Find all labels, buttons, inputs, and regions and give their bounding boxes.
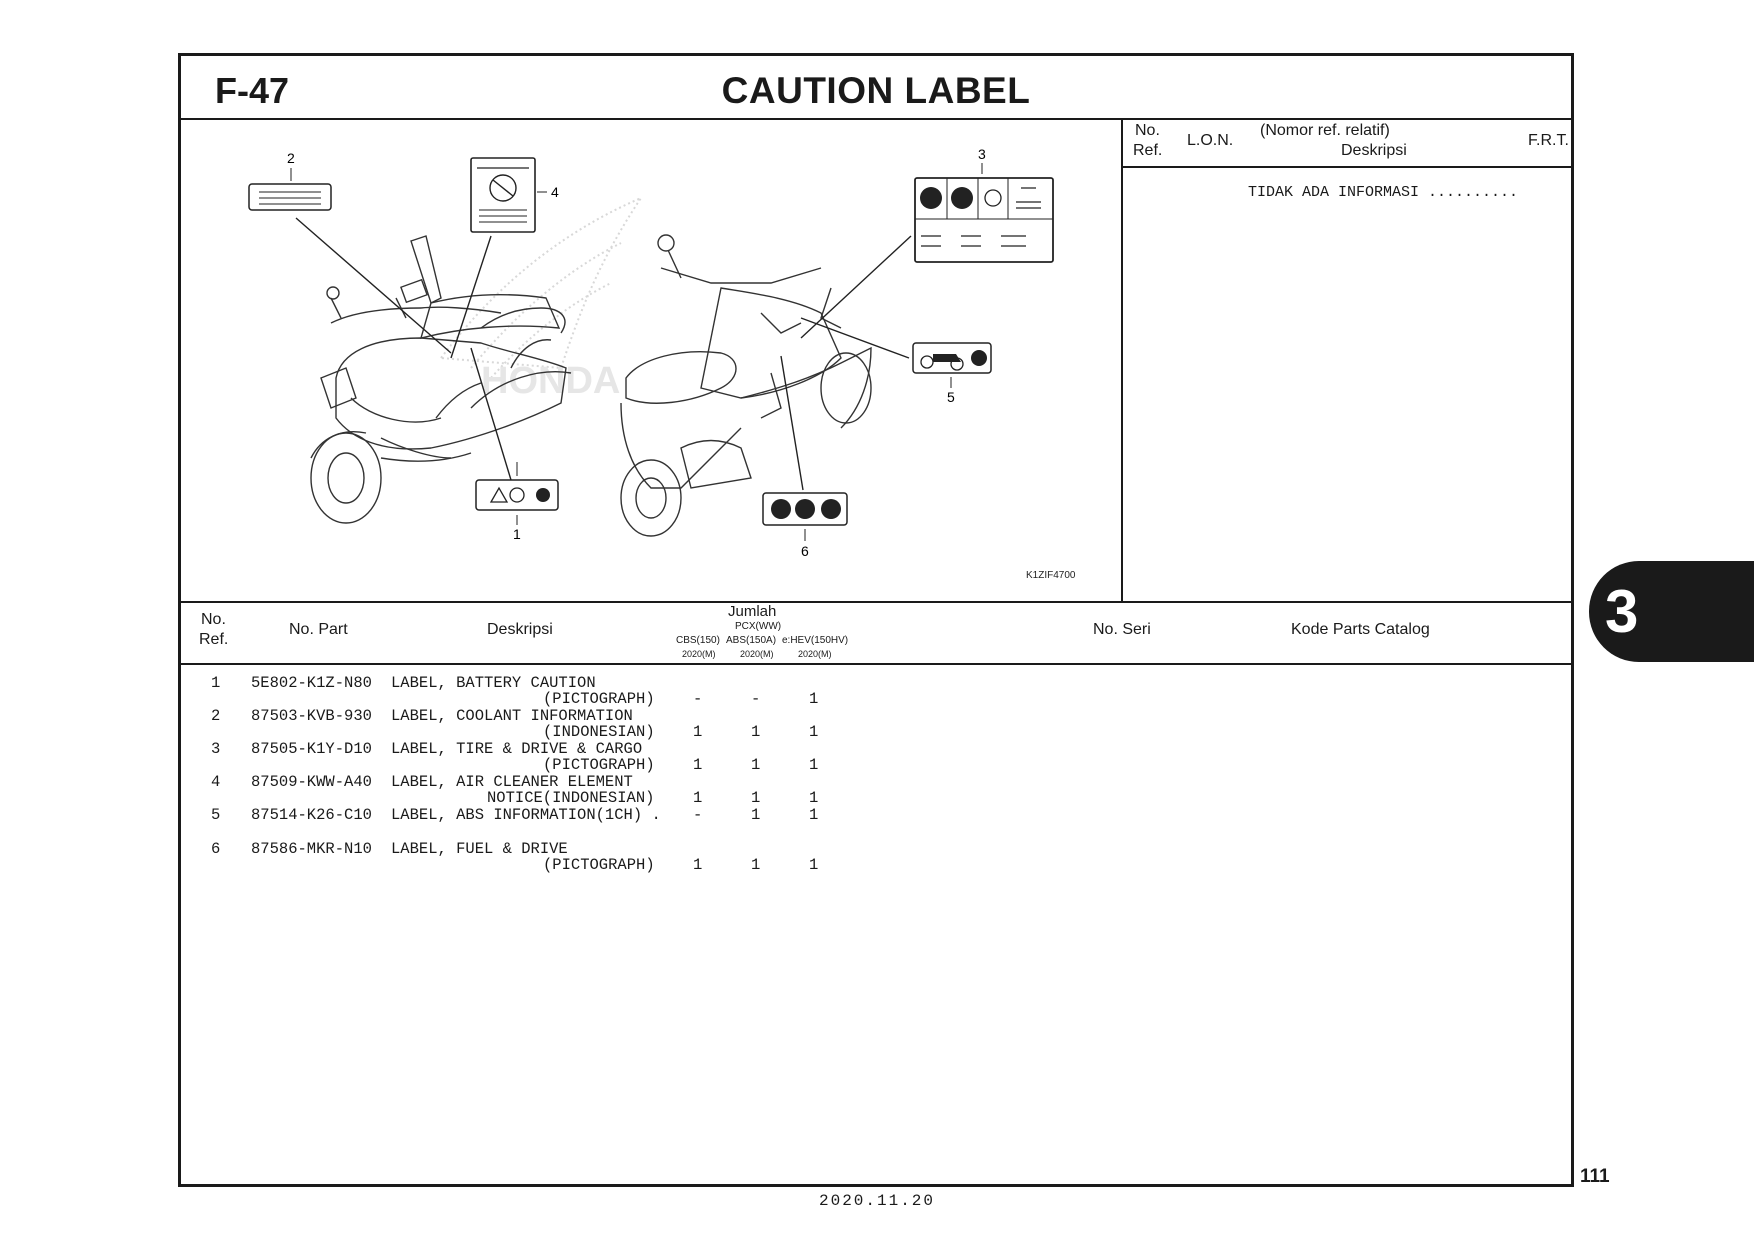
row-qty-hev: 1 (809, 856, 819, 874)
row-qty-cbs: 1 (693, 723, 703, 741)
row-description-note: (PICTOGRAPH) (543, 690, 655, 708)
header-variant-hev: e:HEV(150HV) (782, 635, 849, 646)
row-description-note: (PICTOGRAPH) (543, 856, 655, 874)
scooter-diagram (181, 118, 1119, 599)
row-qty-abs: 1 (751, 856, 761, 874)
callout-number-6: 6 (801, 543, 809, 559)
header-no: No. (201, 611, 226, 628)
callout-number-1: 1 (513, 526, 521, 542)
row-qty-cbs: 1 (693, 789, 703, 807)
row-qty-hev: 1 (809, 789, 819, 807)
honda-watermark-text: HONDA (481, 360, 621, 402)
row-description-note: (INDONESIAN) (543, 723, 655, 741)
callout-number-4: 4 (551, 184, 559, 200)
header-ref: Ref. (199, 631, 229, 648)
header-kode-parts-catalog: Kode Parts Catalog (1291, 621, 1430, 638)
row-qty-abs: - (751, 690, 761, 708)
section-tab: 3 (1589, 561, 1754, 662)
label-callout-2 (249, 150, 451, 353)
row-qty-cbs: - (693, 690, 703, 708)
catalog-page-frame (178, 53, 1574, 1187)
callout-number-3: 3 (978, 146, 986, 162)
row-qty-hev: 1 (809, 690, 819, 708)
row-description: LABEL, TIRE & DRIVE & CARGO (391, 740, 643, 758)
header-variant-abs: ABS(150A) (726, 635, 777, 646)
row-part-number: 87509-KWW-A40 (251, 773, 372, 791)
parts-table-header (181, 601, 1571, 665)
info-col-desc-note: (Nomor ref. relatif) (1260, 122, 1390, 139)
publication-date: 2020.11.20 (818, 1192, 935, 1210)
row-ref: 3 (211, 740, 221, 758)
table-row (181, 707, 1571, 741)
row-qty-abs: 1 (751, 723, 761, 741)
no-information-note: TIDAK ADA INFORMASI .......... (1248, 184, 1519, 201)
page-number: 111 (1580, 1166, 1610, 1187)
row-ref: 5 (211, 806, 221, 824)
table-row (181, 740, 1571, 774)
header-no-part: No. Part (289, 621, 348, 638)
row-description: LABEL, ABS INFORMATION(1CH) . (391, 806, 661, 824)
header-model: PCX(WW) (735, 621, 782, 632)
row-ref: 4 (211, 773, 221, 791)
row-ref: 2 (211, 707, 221, 725)
info-col-desc: Deskripsi (1341, 142, 1407, 159)
table-row (181, 773, 1571, 807)
row-part-number: 87586-MKR-N10 (251, 840, 372, 858)
row-qty-cbs: 1 (693, 856, 703, 874)
table-row (181, 674, 1571, 708)
row-qty-abs: 1 (751, 806, 761, 824)
row-qty-abs: 1 (751, 756, 761, 774)
row-part-number: 87505-K1Y-D10 (251, 740, 372, 758)
illustration-code: K1ZIF4700 (1026, 570, 1076, 581)
header-year-hev: 2020(M) (798, 649, 832, 659)
page-code: F-47 (215, 70, 290, 111)
header-year-abs: 2020(M) (740, 649, 774, 659)
row-ref: 6 (211, 840, 221, 858)
header-variant-cbs: CBS(150) (676, 635, 720, 646)
scooter-rear-view (621, 235, 871, 536)
row-qty-cbs: 1 (693, 756, 703, 774)
callout-number-2: 2 (287, 150, 295, 166)
row-description: LABEL, AIR CLEANER ELEMENT (391, 773, 633, 791)
row-part-number: 5E802-K1Z-N80 (251, 674, 372, 692)
callout-number-5: 5 (947, 389, 955, 405)
info-col-no: No. (1135, 122, 1160, 139)
header-year-cbs: 2020(M) (682, 649, 716, 659)
table-row (181, 840, 1571, 874)
page-title: CAUTION LABEL (721, 70, 1031, 111)
row-qty-abs: 1 (751, 789, 761, 807)
header-jumlah: Jumlah (728, 603, 777, 620)
row-description-note: NOTICE(INDONESIAN) (487, 789, 655, 807)
label-callout-6 (763, 356, 847, 559)
row-qty-hev: 1 (809, 756, 819, 774)
row-ref: 1 (211, 674, 221, 692)
exploded-illustration (181, 118, 1123, 601)
row-description: LABEL, BATTERY CAUTION (391, 674, 596, 692)
row-qty-hev: 1 (809, 806, 819, 824)
header-no-seri: No. Seri (1093, 621, 1151, 638)
row-qty-cbs: - (693, 806, 703, 824)
info-panel (1123, 118, 1574, 601)
row-part-number: 87503-KVB-930 (251, 707, 372, 725)
table-row (181, 806, 1571, 840)
row-description-note: (PICTOGRAPH) (543, 756, 655, 774)
row-qty-hev: 1 (809, 723, 819, 741)
title-bar (181, 56, 1571, 120)
row-description: LABEL, FUEL & DRIVE (391, 840, 568, 858)
row-description: LABEL, COOLANT INFORMATION (391, 707, 633, 725)
info-col-ref: Ref. (1133, 142, 1163, 159)
header-deskripsi: Deskripsi (487, 621, 553, 638)
label-callout-3 (801, 146, 1053, 338)
info-panel-header (1123, 118, 1574, 168)
info-col-frt: F.R.T. (1528, 132, 1569, 149)
row-part-number: 87514-K26-C10 (251, 806, 372, 824)
info-col-lon: L.O.N. (1187, 132, 1234, 149)
